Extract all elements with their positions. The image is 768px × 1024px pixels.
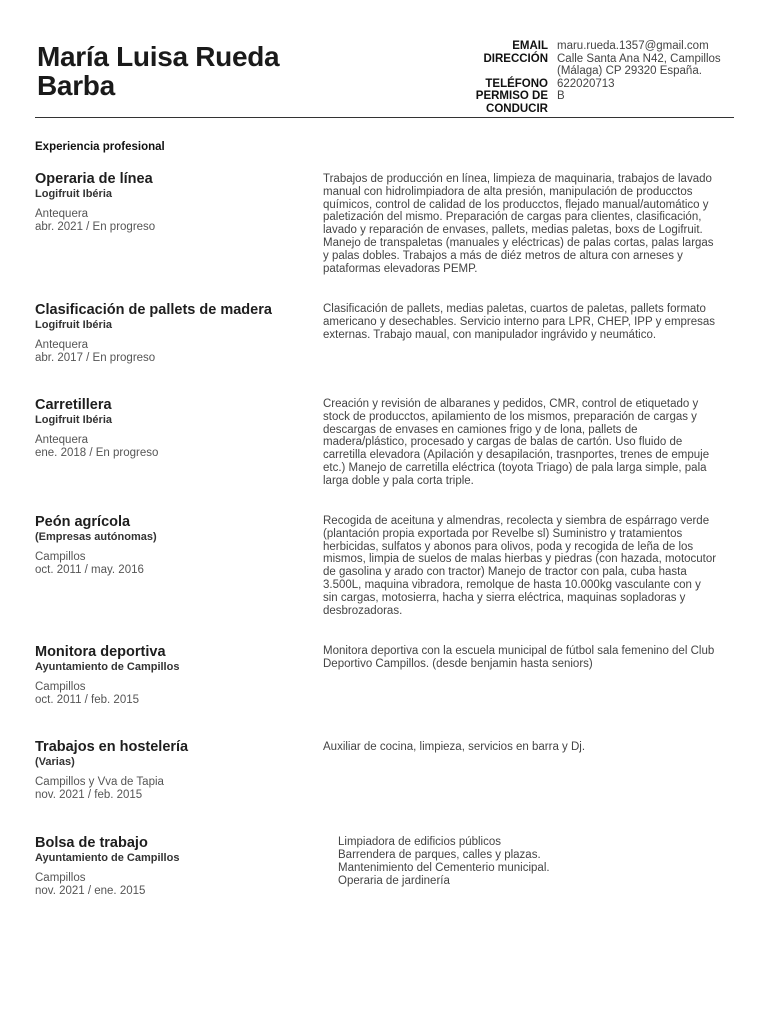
- job-dates: ene. 2018 / En progreso: [35, 447, 159, 459]
- section-title: Experiencia profesional: [35, 141, 165, 153]
- job-meta: [35, 776, 735, 802]
- job-dates: oct. 2011 / feb. 2015: [35, 694, 140, 706]
- job-description: Recogida de aceituna y almendras, recolecta y siembra de espárrago verde (plantación propia exportada por Revelbe sl) Suministro y tratamientos herbicidas, sulfatos y abonos para olivos, poda y recogida de leña de los mismos, limpia de suelos de malas hierbas y piedras (con hazada, motocutor de gasolina y arado con tractor) Manejo de tractor con pala, cuba hasta 3.500L, maquina vibradora, remolque de hasta 10.000kg vasculante con y sin cargas, motosierra, hacha y sierra eléctrica, maquinas sopladoras y desbrozadoras.: [323, 515, 717, 617]
- job-title: Operaria de línea: [35, 171, 153, 187]
- job-company: Ayuntamiento de Campillos: [35, 852, 180, 864]
- job-dates: nov. 2021 / feb. 2015: [35, 789, 143, 801]
- job-dates: oct. 2011 / may. 2016: [35, 564, 144, 576]
- job-meta: [35, 339, 735, 365]
- job-title: Clasificación de pallets de madera: [35, 302, 272, 318]
- job-entry: [35, 739, 735, 802]
- job-dates: abr. 2017 / En progreso: [35, 352, 156, 364]
- job-entry: [35, 397, 735, 487]
- job-description: Monitora deportiva con la escuela municipal de fútbol sala femenino del Club Deportivo Campillos. (desde benjamin hasta seniors): [323, 645, 715, 670]
- contact-license-row: [440, 90, 740, 115]
- contact-label: PERMISO DE CONDUCIR: [475, 90, 548, 115]
- contact-phone-row: [440, 78, 740, 91]
- job-dates: abr. 2021 / En progreso: [35, 221, 156, 233]
- job-location: Campillos y Vva de Tapia: [35, 776, 164, 788]
- job-company: Logifruit Ibéria: [35, 319, 112, 331]
- job-company: Logifruit Ibéria: [35, 414, 112, 426]
- list-item: Limpiadora de edificios públicos: [338, 836, 502, 848]
- job-company: (Varias): [35, 756, 75, 768]
- list-item: Operaria de jardinería: [338, 875, 450, 887]
- job-location: Antequera: [35, 339, 89, 351]
- job-title: Peón agrícola: [35, 514, 131, 530]
- job-task-list: [338, 836, 718, 888]
- job-company: (Empresas autónomas): [35, 531, 157, 543]
- contact-email: maru.rueda.1357@gmail.com: [557, 40, 709, 52]
- job-entry: [35, 302, 735, 365]
- job-meta: [35, 681, 735, 707]
- contact-email-row: [440, 40, 740, 53]
- job-entry: [35, 171, 735, 275]
- contact-license: B: [557, 90, 565, 102]
- job-description: Trabajos de producción en línea, limpieza de maquinaria, trabajos de lavado manual con hidrolimpiadora de alta presión, manipulación de producctos químicos, control de calidad de los producctos, flejado manual/automático y paletización del mismo. Preparación de cargas para clientes, clasificación, lavado y reparación de envases, pallets, medias paletas, boxs de Logifruit. Manejo de transpaletas (manuales y eléctricas) de palas cortas, palas largas y palas dobles. Trabajos a más de diéz metros de altura con arneses y pataformas elevadoras PEMP.: [323, 173, 714, 275]
- job-location: Campillos: [35, 681, 86, 693]
- contact-label: TELÉFONO: [485, 77, 548, 90]
- contact-block: [440, 40, 740, 115]
- candidate-name: María Luisa Rueda Barba: [37, 41, 280, 101]
- header-divider: [35, 117, 734, 118]
- job-description: Clasificación de pallets, medias paletas, cuartos de paletas, pallets formato americano y desechables. Servicio interno para LPR, CHEP, IPP y empresas externas. Trabajo maual, con manipulador ingrávido y neumático.: [323, 303, 716, 341]
- job-company: Logifruit Ibéria: [35, 188, 112, 200]
- job-title: Trabajos en hostelería: [35, 739, 189, 755]
- job-description: Auxiliar de cocina, limpieza, servicios en barra y Dj.: [323, 741, 586, 753]
- contact-address: Calle Santa Ana N42, Campillos (Málaga) CP 29320 España.: [557, 52, 721, 77]
- contact-address-row: [440, 53, 740, 78]
- job-location: Antequera: [35, 434, 89, 446]
- job-title: Carretillera: [35, 397, 112, 413]
- job-location: Antequera: [35, 208, 89, 220]
- job-dates: nov. 2021 / ene. 2015: [35, 885, 146, 897]
- list-item: Mantenimiento del Cementerio municipal.: [338, 862, 550, 874]
- job-title: Bolsa de trabajo: [35, 835, 148, 851]
- job-title: Monitora deportiva: [35, 644, 166, 660]
- job-company: Ayuntamiento de Campillos: [35, 661, 180, 673]
- contact-phone: 622020713: [557, 77, 615, 90]
- job-description: Creación y revisión de albaranes y pedidos, CMR, control de etiquetado y stock de producctos, apilamiento de los mismos, preparación de cargas y descargas de envases en camiones frigo y de lona, pallets de madera/plástico, procesado y cargas de balas de cartón. Uso fluido de carretilla elevadora (Apilación y desapilación, trasnportes, trenes de empuje etc.) Manejo de carretilla eléctrica (toyota Triago) de pala larga simple, pala larga doble y pala corta triple.: [323, 398, 710, 487]
- contact-label: EMAIL: [512, 40, 548, 52]
- job-entry: [35, 835, 735, 898]
- job-entry: [35, 644, 735, 707]
- job-location: Campillos: [35, 872, 86, 884]
- job-location: Campillos: [35, 551, 86, 563]
- list-item: Barrendera de parques, calles y plazas.: [338, 849, 541, 861]
- contact-label: DIRECCIÓN: [483, 52, 548, 65]
- job-entry: [35, 514, 735, 617]
